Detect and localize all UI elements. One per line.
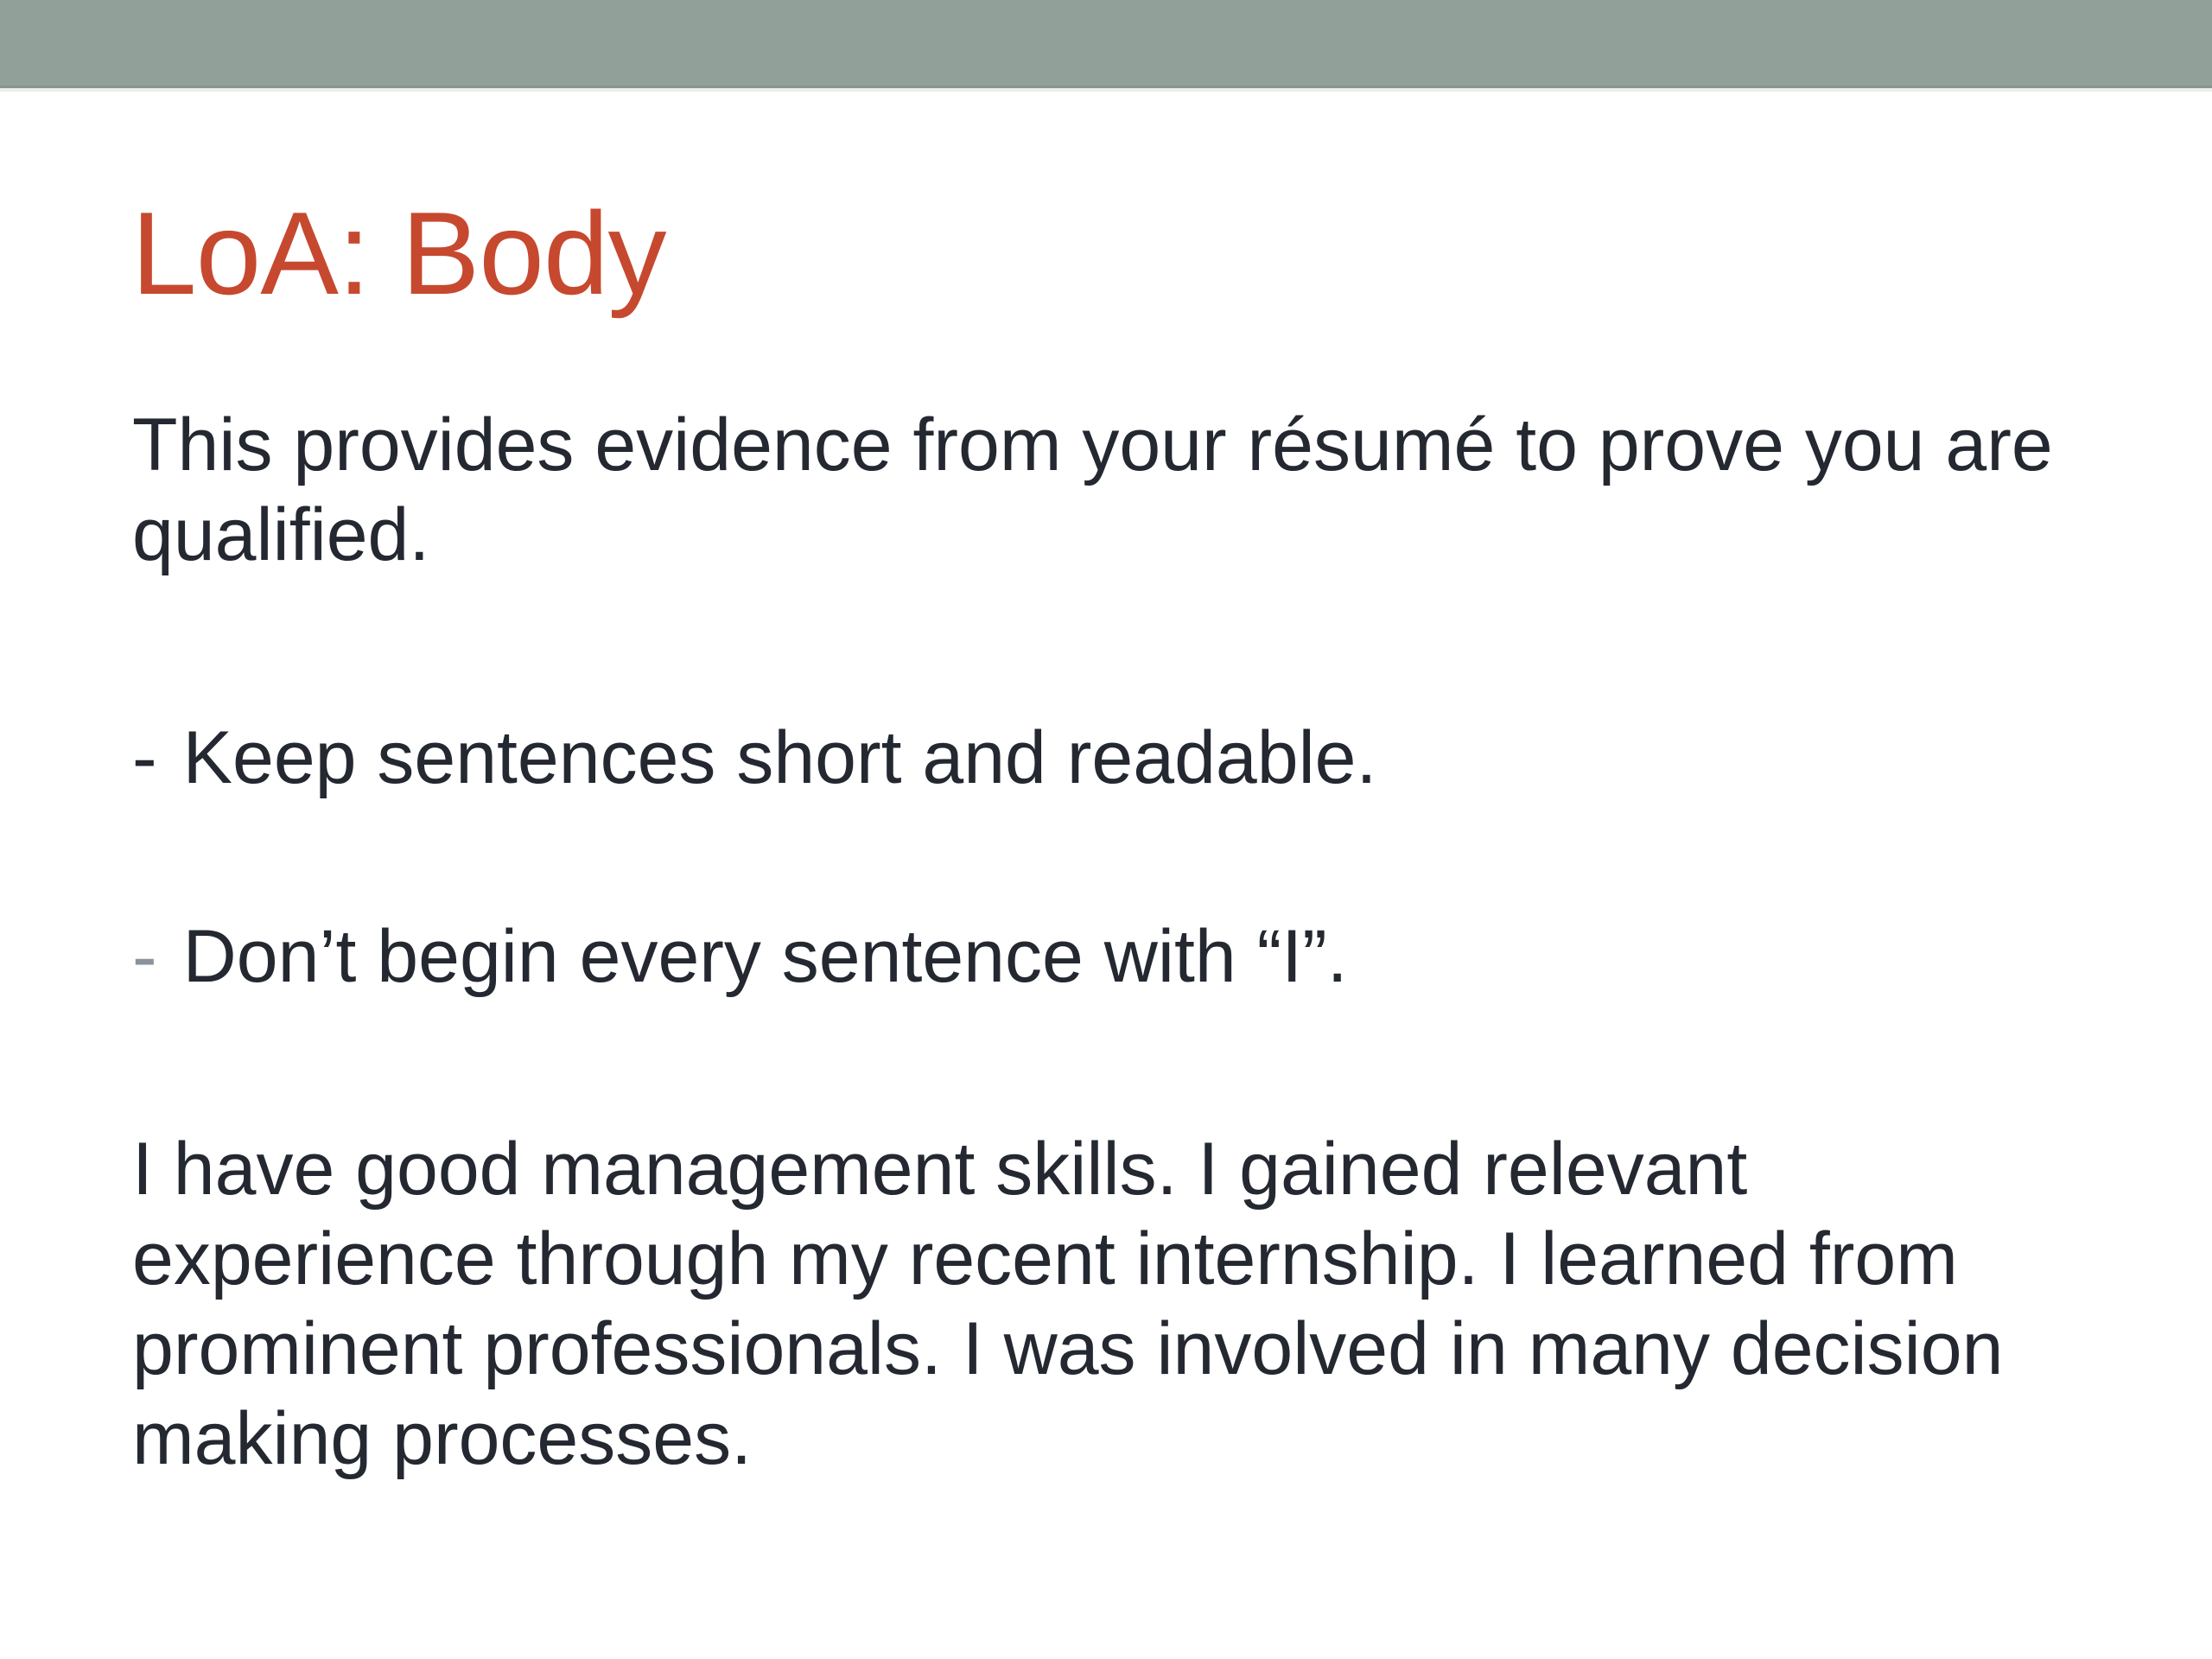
paragraph-example [132, 1124, 2003, 1484]
paragraph-example-line-4: making processes. [132, 1397, 752, 1480]
dash-bullet-icon: - [132, 716, 157, 799]
slide-title: LoA: Body [131, 188, 666, 319]
bullet-dont-begin-with-i-label: Don’t begin every sentence with “I”. [182, 915, 1348, 998]
dash-bullet-icon: - [132, 915, 157, 998]
paragraph-example-line-3: prominent professionals. I was involved in many decision [132, 1307, 2004, 1390]
paragraph-example-line-2: experience through my recent internship. I learned from [132, 1217, 1958, 1300]
top-accent-band [0, 0, 2212, 88]
paragraph-intro-line-2: qualified. [132, 493, 430, 576]
bullet-keep-sentences-label: Keep sentences short and readable. [182, 716, 1377, 799]
paragraph-intro-line-1: This provides evidence from your résumé to prove you are [132, 404, 2053, 486]
bullet-dont-begin-with-i [132, 912, 1348, 1001]
paragraph-intro [132, 400, 2053, 580]
paragraph-example-line-1: I have good management skills. I gained relevant [132, 1128, 1748, 1211]
bullet-keep-sentences [132, 713, 1376, 803]
